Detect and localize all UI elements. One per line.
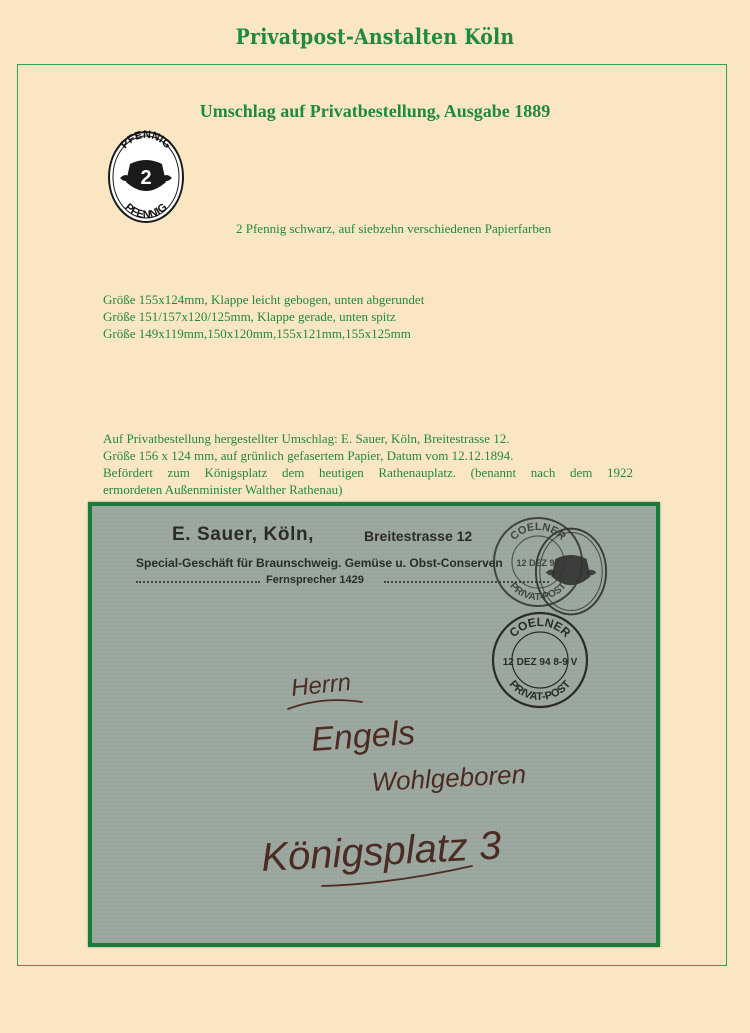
description-line: Befördert zum Königsplatz dem heutigen Rathenauplatz. (benannt nach dem 1922 — [103, 465, 633, 480]
postmark-2-date: 12 DEZ 94 8-9 V — [502, 657, 578, 668]
envelope-cover — [92, 506, 656, 943]
postmark-2-city: COELNER — [506, 614, 574, 640]
size-line: Größe 155x124mm, Klappe leicht gebogen, unten abgerundet — [103, 292, 425, 307]
stamp-value: 2 — [140, 167, 152, 189]
section-subtitle: Umschlag auf Privatbestellung, Ausgabe 1889 — [199, 101, 551, 121]
envelope-cover-mount — [88, 502, 660, 947]
stamp-bottom-text: PFENNIG — [122, 201, 170, 222]
postmark-1-date: 12 DEZ 94 — [516, 558, 560, 568]
sender-phone: Fernsprecher 1429 — [266, 574, 364, 586]
size-line: Größe 151/157x120/125mm, Klappe gerade, unten spitz — [103, 309, 396, 324]
description-line: Auf Privatbestellung hergestellter Umschlag: E. Sauer, Köln, Breitestrasse 12. — [103, 431, 510, 446]
postmark-1-network: PRIVAT-POST — [507, 580, 569, 604]
size-list — [103, 291, 424, 342]
description-line: Größe 156 x 124 mm, auf grünlich gefasertem Papier, Datum vom 12.12.1894. — [103, 448, 514, 463]
postmark-1-city: COELNER — [508, 520, 568, 543]
address-line-name: Engels — [309, 713, 417, 759]
page-title: Privatpost-Anstalten Köln — [235, 24, 515, 49]
stamp-imprint-image — [106, 130, 186, 225]
postmark-2-network: PRIVAT-POST — [506, 678, 574, 704]
sender-name: E. Sauer, Köln, — [172, 524, 315, 545]
address-line-salutation: Herrn — [289, 668, 353, 702]
sender-business: Special-Geschäft für Braunschweig. Gemüse u. Obst-Conserven — [136, 556, 503, 570]
handwritten-address — [92, 506, 656, 943]
description-line: ermordeten Außenminister Walther Rathenau) — [103, 482, 343, 497]
paper-colors-note: 2 Pfennig schwarz, auf siebzehn verschiedenen Papierfarben — [236, 221, 552, 236]
size-line: Größe 149x119mm,150x120mm,155x121mm,155x125mm — [103, 326, 411, 341]
address-line-street: Königsplatz 3 — [260, 823, 503, 880]
sender-street: Breitestrasse 12 — [364, 528, 473, 544]
address-line-title: Wohlgeboren — [370, 758, 527, 797]
stamp-top-text: PFENNIG — [118, 130, 174, 152]
pen-flourish — [288, 700, 362, 709]
cover-description — [103, 430, 633, 498]
